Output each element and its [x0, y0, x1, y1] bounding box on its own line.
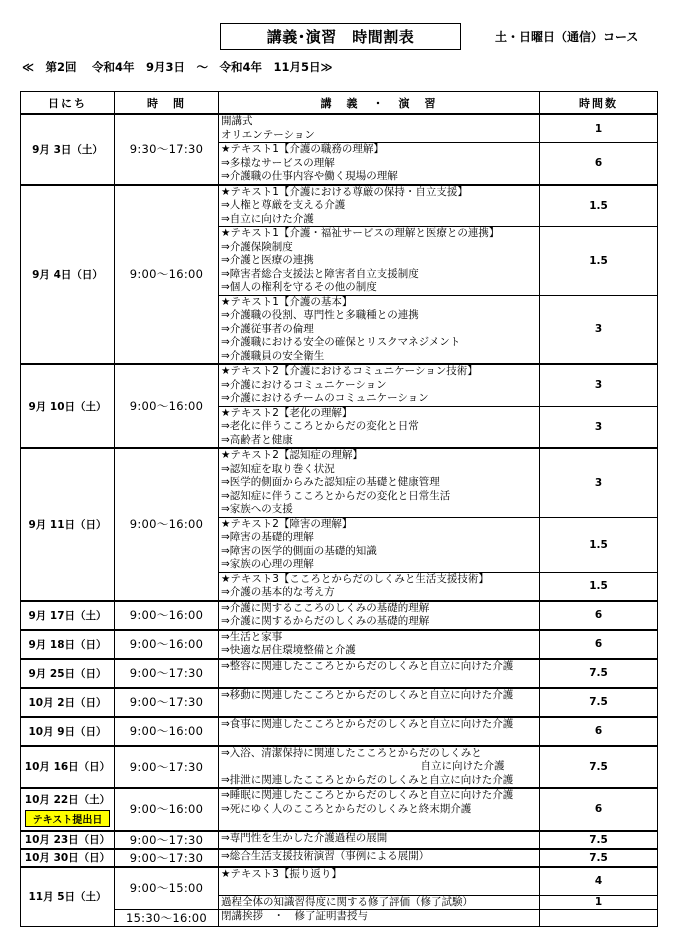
- subject-line: ⇒介護職の役割、専門性と多職種との連携: [221, 309, 419, 321]
- hours-cell: 3: [540, 406, 658, 448]
- subject-line: ⇒介護職の仕事内容や働く現場の理解: [221, 170, 398, 182]
- subject-cell: [219, 572, 540, 601]
- hours-cell: 1.5: [540, 517, 658, 572]
- subject-line: [221, 702, 539, 716]
- hours-cell: 1.5: [540, 227, 658, 296]
- subject-line: オリエンテーション: [221, 128, 315, 141]
- date-cell: [21, 831, 115, 849]
- submission-badge: テキスト提出日: [25, 810, 111, 827]
- schedule-table: [20, 91, 658, 927]
- subject-cell: [219, 364, 540, 406]
- subject-line: ⇒家族への支援: [221, 503, 293, 515]
- subject-cell: [219, 849, 540, 867]
- subject-cell: [219, 717, 540, 746]
- subject-cell: [219, 185, 540, 227]
- date-text: 9月 3日（土）: [32, 143, 103, 156]
- date-cell: [21, 185, 115, 365]
- date-cell: [21, 114, 115, 185]
- date-text: 9月 10日（土）: [28, 400, 107, 413]
- header-time: 時 間: [115, 92, 219, 115]
- table-row: [21, 788, 658, 831]
- table-row: [21, 659, 658, 688]
- time-cell: 9:00～16:00: [115, 717, 219, 746]
- subject-line: ⇒老化に伴うこころとからだの変化と日常: [221, 420, 419, 432]
- subject-cell: [219, 788, 540, 831]
- date-text: 9月 4日（日）: [32, 268, 103, 281]
- subject-cell: [219, 746, 540, 789]
- table-row: [21, 849, 658, 867]
- hours-cell: 6: [540, 717, 658, 746]
- subject-cell: [219, 688, 540, 717]
- date-text: 10月 16日（日）: [24, 761, 111, 774]
- time-cell: 9:00～17:30: [115, 849, 219, 867]
- subject-line: 開講式: [221, 115, 253, 127]
- day-group: [21, 788, 658, 831]
- day-group: [21, 717, 658, 746]
- subject-cell: [219, 406, 540, 448]
- day-group: [21, 746, 658, 789]
- table-header-row: [21, 92, 658, 115]
- subject-line: ⇒介護従事者の倫理: [221, 322, 314, 335]
- subject-line: [221, 816, 539, 830]
- subject-line: ⇒食事に関連したこころとからだのしくみと自立に向けた介護: [221, 717, 514, 730]
- subject-line: ⇒入浴、清潔保持に関連したこころとからだのしくみと: [221, 746, 482, 759]
- hours-cell: 3: [540, 364, 658, 406]
- hours-cell: 3: [540, 448, 658, 517]
- hours-cell: 6: [540, 143, 658, 185]
- subject-line: ⇒高齢者と健康: [221, 433, 293, 446]
- hours-cell: 6: [540, 601, 658, 630]
- subject-line: ⇒多様なサービスの理解: [221, 156, 335, 169]
- hours-cell: 1: [540, 895, 658, 910]
- subject-line: ★テキスト2【障害の理解】: [221, 517, 353, 530]
- time-cell: 9:00～17:30: [115, 831, 219, 849]
- date-text: 10月 23日（日）: [24, 834, 111, 846]
- subject-line: ⇒医学的側面からみた認知症の基礎と健康管理: [221, 476, 440, 488]
- subject-line: ★テキスト2【老化の理解】: [221, 406, 353, 419]
- page-title: 講義･演習 時間割表: [220, 23, 461, 50]
- date-text: 9月 17日（土）: [28, 609, 107, 622]
- subject-line: [221, 731, 539, 745]
- subject-line: ⇒介護職における安全の確保とリスクマネジメント: [221, 336, 461, 348]
- subject-cell: [219, 448, 540, 517]
- date-text: 9月 11日（日）: [28, 518, 107, 531]
- subject-line: ★テキスト1【介護・福祉サービスの理解と医療との連携】: [221, 227, 500, 239]
- time-cell: 9:00～17:30: [115, 746, 219, 789]
- hours-cell: 7.5: [540, 849, 658, 867]
- day-group: [21, 364, 658, 448]
- table-row: [21, 746, 658, 789]
- day-group: [21, 849, 658, 867]
- table-row: [21, 185, 658, 227]
- subject-line: ⇒移動に関連したこころとからだのしくみと自立に向けた介護: [221, 688, 514, 701]
- subject-line: ⇒人権と尊厳を支える介護: [221, 199, 346, 211]
- hours-cell: 1.5: [540, 185, 658, 227]
- date-cell: [21, 659, 115, 688]
- time-cell: 9:30～17:30: [115, 114, 219, 185]
- subject-line: ★テキスト1【介護の基本】: [221, 295, 353, 308]
- subject-line: ⇒自立に向けた介護: [221, 212, 314, 225]
- subject-line: ⇒介護職員の安全衛生: [221, 349, 325, 362]
- time-cell: 9:00～16:00: [115, 788, 219, 831]
- date-cell: [21, 849, 115, 867]
- subject-line: ★テキスト3【振り返り】: [221, 867, 342, 880]
- date-cell: [21, 601, 115, 630]
- time-cell: 9:00～16:00: [115, 364, 219, 448]
- subject-cell: [219, 659, 540, 688]
- day-group: [21, 659, 658, 688]
- subject-line: ⇒介護に関するこころのしくみの基礎的理解: [221, 601, 430, 614]
- subject-line: [221, 881, 539, 895]
- date-cell: [21, 630, 115, 659]
- date-cell: [21, 788, 115, 831]
- subject-line: ⇒家族の心理の理解: [221, 558, 314, 570]
- subject-line: 過程全体の知識習得度に関する修了評価（修了試験）: [221, 895, 473, 908]
- table-row: [21, 448, 658, 517]
- subject-line: ★テキスト1【介護における尊厳の保持・自立支援】: [221, 185, 468, 198]
- day-group: [21, 601, 658, 630]
- subject-cell: [219, 517, 540, 572]
- hours-cell: 7.5: [540, 659, 658, 688]
- hours-cell: 1.5: [540, 572, 658, 601]
- subject-cell: [219, 295, 540, 364]
- subject-line: ⇒介護に関するからだのしくみの基礎的理解: [221, 615, 430, 627]
- hours-cell: 7.5: [540, 831, 658, 849]
- period-label: ≪ 第2回 令和4年 9月3日 ～ 令和4年 11月5日≫: [22, 60, 333, 74]
- time-cell: 9:00～16:00: [115, 185, 219, 365]
- date-text: 9月 18日（日）: [28, 638, 107, 651]
- subject-cell: [219, 114, 540, 143]
- subject-line: ⇒障害の医学的側面の基礎的知識: [221, 544, 377, 557]
- subject-line: ⇒総合生活支援技術演習（事例による展開）: [221, 849, 430, 862]
- header-subject: 講 義 ・ 演 習: [219, 92, 540, 115]
- subject-line: 自立に向けた介護: [221, 760, 505, 772]
- subject-line: ⇒障害者総合支援法と障害者自立支援制度: [221, 267, 419, 280]
- table-row: [21, 831, 658, 849]
- day-group: [21, 688, 658, 717]
- subject-cell: [219, 143, 540, 185]
- subject-line: ⇒介護と医療の連携: [221, 254, 314, 266]
- header-date: 日にち: [21, 92, 115, 115]
- subject-line: ⇒排泄に関連したこころとからだのしくみと自立に向けた介護: [221, 773, 514, 786]
- day-group: [21, 831, 658, 849]
- subject-line: ⇒睡眠に関連したこころとからだのしくみと自立に向けた介護: [221, 789, 514, 801]
- table-row: [21, 867, 658, 896]
- date-cell: [21, 364, 115, 448]
- subject-line: ⇒死にゆく人のこころとからだのしくみと終末期介護: [221, 802, 472, 815]
- day-group: [21, 867, 658, 927]
- course-label: 土・日曜日（通信）コース: [495, 30, 639, 44]
- table-row: [21, 688, 658, 717]
- time-cell: 9:00～16:00: [115, 630, 219, 659]
- subject-cell: [219, 867, 540, 896]
- date-cell: [21, 448, 115, 601]
- hours-cell: 6: [540, 788, 658, 831]
- subject-line: ★テキスト2【介護におけるコミュニケーション技術】: [221, 365, 478, 377]
- hours-cell: 7.5: [540, 746, 658, 789]
- subject-cell: [219, 601, 540, 630]
- subject-line: ⇒認知症を取り巻く状況: [221, 462, 335, 475]
- day-group: [21, 630, 658, 659]
- subject-line: ⇒介護の基本的な考え方: [221, 586, 335, 598]
- subject-line: ⇒快適な居住環境整備と介護: [221, 644, 356, 656]
- header-hours: 時間数: [540, 92, 658, 115]
- subject-line: ⇒整容に関連したこころとからだのしくみと自立に向けた介護: [221, 659, 514, 672]
- hours-cell: 1: [540, 114, 658, 143]
- subject-cell: [219, 910, 540, 927]
- subject-line: ⇒認知症に伴うこころとからだの変化と日常生活: [221, 489, 451, 502]
- date-text: 10月 2日（日）: [28, 696, 107, 709]
- time-cell: 15:30～16:00: [115, 910, 219, 927]
- subject-line: [221, 673, 539, 687]
- hours-cell: 6: [540, 630, 658, 659]
- subject-line: ⇒介護におけるコミュニケーション: [221, 378, 387, 391]
- date-cell: 11月 5日（土）: [21, 867, 115, 927]
- time-cell: 9:00～16:00: [115, 601, 219, 630]
- hours-cell: 4: [540, 867, 658, 896]
- subject-line: ★テキスト3【こころとからだのしくみと生活支援技術】: [221, 572, 489, 585]
- subject-cell: [219, 630, 540, 659]
- table-row: [21, 114, 658, 143]
- date-cell: [21, 688, 115, 717]
- table-row: [21, 717, 658, 746]
- subject-line: 閉講挨拶 ・ 修了証明書授与: [221, 910, 368, 922]
- subject-line: ⇒介護保険制度: [221, 240, 293, 253]
- table-row: [21, 630, 658, 659]
- date-text: 9月 25日（日）: [28, 667, 107, 680]
- hours-cell: [540, 910, 658, 927]
- day-group: [21, 448, 658, 601]
- date-cell: [21, 717, 115, 746]
- date-text: 10月 30日（日）: [24, 852, 111, 864]
- time-cell: 9:00～15:00: [115, 867, 219, 910]
- day-group: [21, 114, 658, 185]
- subject-line: ⇒個人の権利を守るその他の制度: [221, 281, 377, 293]
- subject-line: ⇒介護におけるチームのコミュニケーション: [221, 392, 429, 404]
- subject-line: ★テキスト1【介護の職務の理解】: [221, 143, 384, 155]
- time-cell: 9:00～17:30: [115, 688, 219, 717]
- subject-line: ⇒障害の基礎的理解: [221, 531, 314, 543]
- time-cell: 9:00～17:30: [115, 659, 219, 688]
- day-group: [21, 185, 658, 365]
- table-row: [21, 910, 658, 927]
- subject-line: ⇒専門性を生かした介護過程の展開: [221, 831, 388, 844]
- date-text: 10月 9日（日）: [28, 725, 107, 738]
- table-row: [21, 601, 658, 630]
- hours-cell: 3: [540, 295, 658, 364]
- date-cell: [21, 746, 115, 789]
- date-text: 10月 22日（土）: [24, 793, 111, 806]
- subject-line: ★テキスト2【認知症の理解】: [221, 449, 363, 461]
- subject-line: ⇒生活と家事: [221, 630, 283, 643]
- subject-cell: [219, 895, 540, 910]
- time-cell: 9:00～16:00: [115, 448, 219, 601]
- table-row: [21, 364, 658, 406]
- subject-cell: [219, 227, 540, 296]
- subject-cell: [219, 831, 540, 849]
- hours-cell: 7.5: [540, 688, 658, 717]
